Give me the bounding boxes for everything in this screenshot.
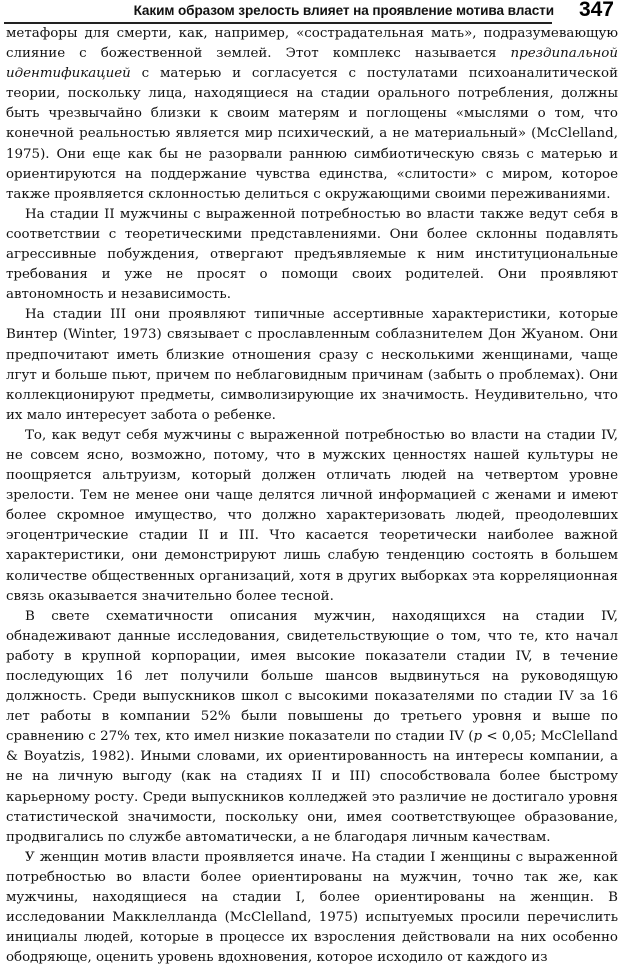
- running-header-title: Каким образом зрелость влияет на проявление мотива власти: [133, 3, 554, 18]
- italic-term: прездипальной идентификацией: [6, 46, 618, 82]
- paragraph-6: [6, 848, 618, 969]
- paragraph-text: В свете схематичности описания мужчин, находящихся на стадии IV, обнадеживают данные исследования, свидетельствующие о том, что те, кто начал работу в крупной корпорации, имея высокие показатели стадии IV, в течение последующих 16 лет получили больше шансов выдвинуться на руководящую должность. Среди выпускников школ с высокими показателями по стадии IV за 16 лет работы в компании 52% были повышены до третьего уровня и выше по сравнению с 27% тех, кто имел низкие показатели по стадии IV (: [6, 608, 618, 745]
- paragraph-2: [6, 205, 618, 305]
- paragraph-text: На стадии II мужчины с выраженной потребностью во власти также ведут себя в соответствии с теоретическими представлениями. Они более склонны подавлять агрессивные побуждения, отвергают предъявляемые к ним институциональные требования и уже не просят о помощи своих родителей. Они проявляют автономность и независимость.: [6, 206, 618, 303]
- paragraph-text: У женщин мотив власти проявляется иначе. На стадии I женщины с выраженной потребностью во власти более ориентированы на мужчин, точно так же, как мужчины, находящиеся на стадии I, более ориентированы на женщин. В исследовании Макклелланда (McClelland, 1975) испытуемых просили перечислить инициалы людей, которые в процессе их взросления действовали на них особенно ободряюще, оценить уровень вдохновения, которое исходило от каждого из: [6, 849, 618, 966]
- paragraph-text: На стадии III они проявляют типичные ассертивные характеристики, которые Винтер (Winter, 1973) связывает с прославленным соблазнителем Дон Жуаном. Они предпочитают иметь близкие отношения сразу с несколькими женщинами, чаще лгут и больше пьют, причем по неблаговидным причинам (забыть о проблемах). Они коллекционируют предметы, символизирующие их значимость. Неудивительно, что их мало интересует забота о ребенке.: [6, 307, 618, 423]
- paragraph-4: [6, 426, 618, 607]
- paragraph-1: [6, 24, 618, 205]
- paragraph-text: То, как ведут себя мужчины с выраженной потребностью во власти на стадии IV, не совсем ясно, возможно, потому, что в мужских ценностях нашей культуры не поощряется альтруизм, который должен отличать людей на четвертом уровне зрелости. Тем не менее они чаще делятся личной информацией с женами и имеют более скромное имущество, что должно характеризовать людей, преодолевших эгоцентрические стадии II и III. Что касается теоретически наиболее важной характеристики, они демонстрируют лишь слабую тенденцию состоять в большем количестве общественных организаций, хотя в других выборках эта корреляционная связь оказывается значительно более тесной.: [6, 427, 618, 604]
- paragraph-text: с матерью и согласуется с постулатами психоаналитической теории, поскольку лица, находящиеся на стадии орального потребления, должны быть чрезвычайно близки к своим матерям и поглощены «мыслями о том, что конечной реальностью является мир психический, а не материальный» (McClelland, 1975). Они еще как бы не разорвали раннюю симбиотическую связь с матерью и ориентируются на поддержание чувства единства, «слитости» с миром, которое также проявляется склонностью делиться с окружающими своими переживаниями.: [6, 66, 618, 202]
- paragraph-3: [6, 305, 618, 426]
- paragraph-5: [6, 607, 618, 848]
- paragraph-text: < 0,05; McClelland & Boyatzis, 1982). Иными словами, их ориентированность на интересы компании, а не на личную выгоду (как на стадиях II и III) способствовала более быстрому карьерному росту. Среди выпускников колледжей это различие не достигало уровня статистической значимости, поскольку они, имея соответствующее образование, продвигались по службе автоматически, а не благодаря личным качествам.: [6, 729, 618, 845]
- paragraph-text: метафоры для смерти, как, например, «сострадательная мать», подразумевающую слияние с божественной землей. Этот комплекс называется: [6, 26, 618, 62]
- page-number: 347: [578, 0, 614, 21]
- body-text: [6, 24, 618, 968]
- italic-term: p: [473, 729, 483, 745]
- running-header: [0, 0, 620, 24]
